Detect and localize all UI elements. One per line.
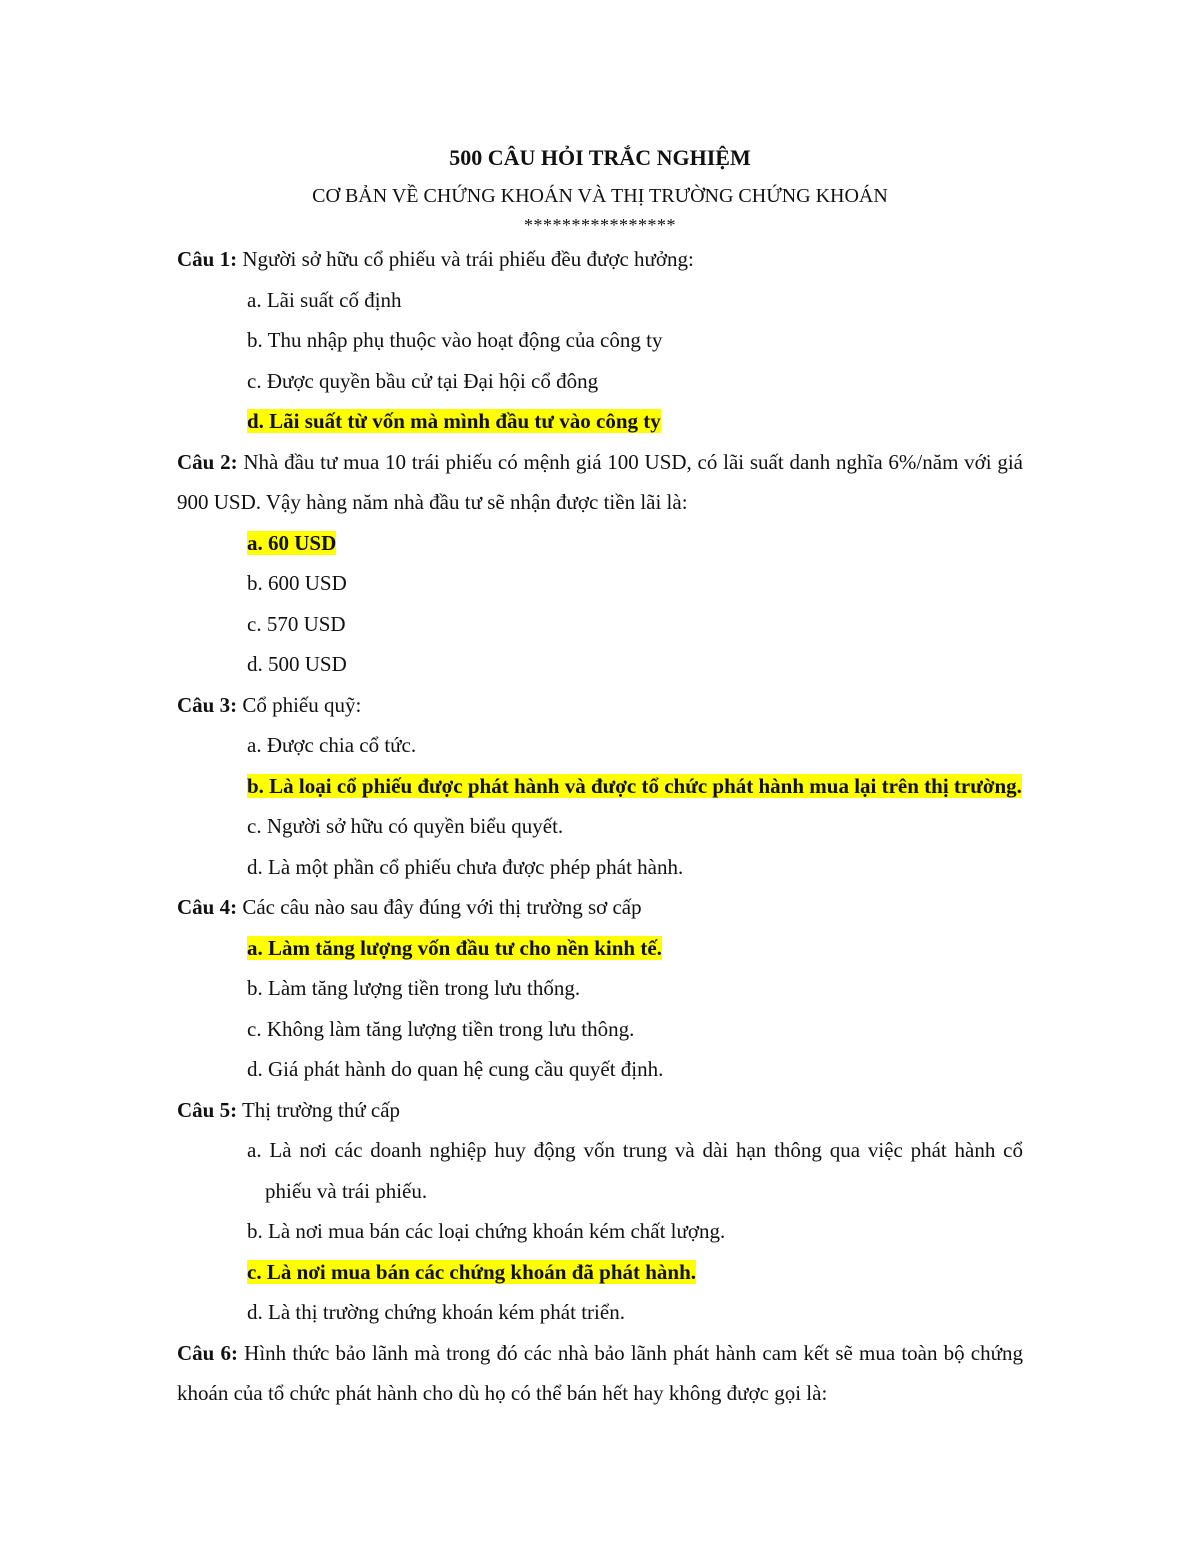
option-5d	[247, 1292, 1023, 1333]
option-4d	[247, 1049, 1023, 1090]
option-2c	[247, 604, 1023, 645]
option-text: a. Là nơi các doanh nghiệp huy động vốn trung và dài hạn thông qua việc phát hành cổ phiếu và trái phiếu.	[247, 1138, 1023, 1203]
option-1d-correct	[247, 401, 1023, 442]
option-3a	[247, 725, 1023, 766]
question-text: Thị trường thứ cấp	[241, 1097, 401, 1122]
option-text: d. Giá phát hành do quan hệ cung cầu quyết định.	[247, 1057, 664, 1081]
question-text: Hình thức bảo lãnh mà trong đó các nhà bảo lãnh phát hành cam kết sẽ mua toàn bộ chứng khoán của tổ chức phát hành cho dù họ có thể bán hết hay không được gọi là:	[177, 1340, 1023, 1405]
question-2	[177, 442, 1023, 523]
question-5	[177, 1090, 1023, 1131]
option-5b	[247, 1211, 1023, 1252]
option-text: a. Lãi suất cố định	[247, 287, 402, 312]
question-text: Người sở hữu cổ phiếu và trái phiếu đều được hưởng:	[242, 247, 694, 271]
question-text: Cổ phiếu quỹ:	[242, 692, 362, 717]
question-label: Câu 6:	[177, 1340, 238, 1365]
option-text: c. Người sở hữu có quyền biểu quyết.	[247, 814, 564, 838]
option-text: a. Được chia cổ tức.	[247, 733, 417, 757]
question-label: Câu 3:	[177, 692, 238, 717]
option-5c-correct	[247, 1252, 1023, 1293]
question-4	[177, 887, 1023, 928]
option-1a	[247, 280, 1023, 321]
correct-answer-text: d. Lãi suất từ vốn mà mình đầu tư vào công ty	[247, 409, 661, 433]
separator-line: ****************	[524, 215, 676, 235]
option-text: c. Không làm tăng lượng tiền trong lưu thông.	[247, 1016, 635, 1041]
option-text: b. Thu nhập phụ thuộc vào hoạt động của công ty	[247, 328, 663, 352]
document-title: 500 CÂU HỎI TRẮC NGHIỆM	[449, 145, 751, 170]
option-text: d. 500 USD	[247, 652, 347, 676]
option-2d	[247, 644, 1023, 685]
question-1	[177, 239, 1023, 280]
document-subtitle: CƠ BẢN VỀ CHỨNG KHOÁN VÀ THỊ TRƯỜNG CHỨNG KHOÁN	[312, 185, 888, 207]
option-text: b. Làm tăng lượng tiền trong lưu thống.	[247, 976, 581, 1000]
option-1c	[247, 361, 1023, 402]
question-label: Câu 2:	[177, 449, 238, 474]
option-text: d. Là một phần cổ phiếu chưa được phép phát hành.	[247, 854, 684, 879]
question-text: Nhà đầu tư mua 10 trái phiếu có mệnh giá 100 USD, có lãi suất danh nghĩa 6%/năm với giá 900 USD. Vậy hàng năm nhà đầu tư sẽ nhận được tiền lãi là:	[177, 449, 1023, 514]
option-3b-correct	[247, 766, 1023, 807]
document-page	[177, 140, 1023, 1414]
option-text: c. 570 USD	[247, 611, 346, 636]
option-text: b. Là nơi mua bán các loại chứng khoán kém chất lượng.	[247, 1219, 726, 1243]
option-text: c. Được quyền bầu cử tại Đại hội cổ đông	[247, 368, 599, 393]
option-2a-correct	[247, 523, 1023, 564]
option-text: d. Là thị trường chứng khoán kém phát triển.	[247, 1300, 625, 1324]
correct-answer-text: a. 60 USD	[247, 530, 337, 555]
option-1b	[247, 320, 1023, 361]
option-2b	[247, 563, 1023, 604]
option-4c	[247, 1009, 1023, 1050]
option-5a	[247, 1130, 1023, 1211]
question-label: Câu 4:	[177, 895, 238, 919]
question-label: Câu 1:	[177, 247, 238, 271]
question-label: Câu 5:	[177, 1097, 238, 1122]
option-4b	[247, 968, 1023, 1009]
option-3d	[247, 847, 1023, 888]
question-3	[177, 685, 1023, 726]
correct-answer-text: c. Là nơi mua bán các chứng khoán đã phát hành.	[247, 1259, 697, 1284]
option-4a-correct	[247, 928, 1023, 969]
question-6	[177, 1333, 1023, 1414]
option-3c	[247, 806, 1023, 847]
correct-answer-text: b. Là loại cổ phiếu được phát hành và được tổ chức phát hành mua lại trên thị trường.	[247, 773, 1022, 798]
correct-answer-text: a. Làm tăng lượng vốn đầu tư cho nền kinh tế.	[247, 935, 662, 960]
option-text: b. 600 USD	[247, 571, 347, 595]
question-text: Các câu nào sau đây đúng với thị trường sơ cấp	[242, 895, 642, 919]
